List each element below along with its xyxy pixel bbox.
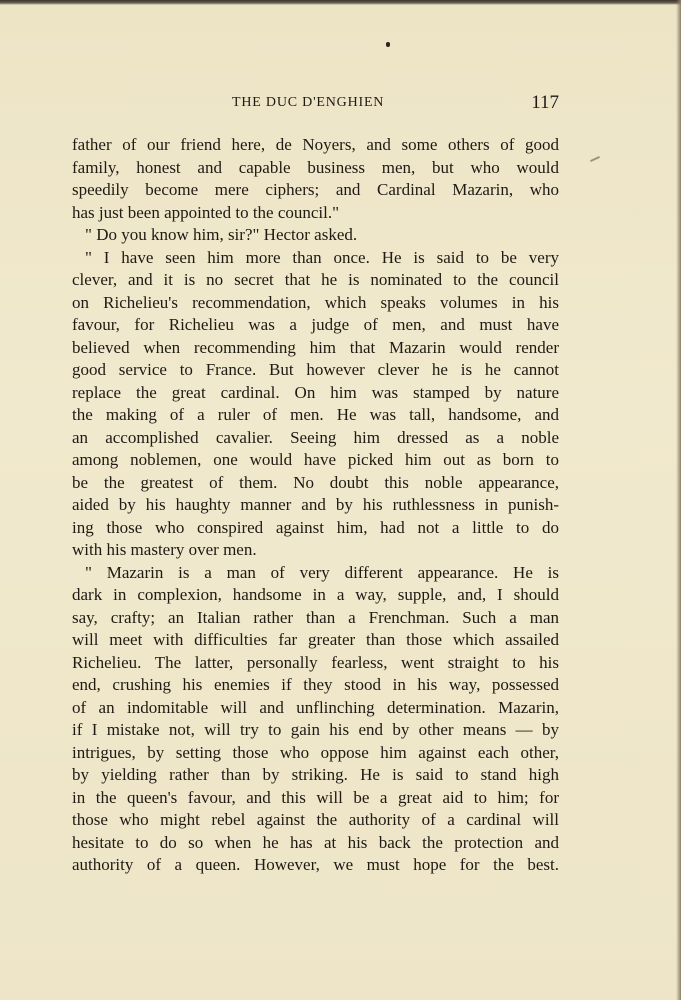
- text-line: good service to France. But however clever he is he cannot: [72, 360, 559, 379]
- text-line: dark in complexion, handsome in a way, supple, and, I should: [72, 585, 559, 604]
- text-line: favour, for Richelieu was a judge of men, and must have: [72, 315, 559, 334]
- text-line: clever, and it is no secret that he is nominated to the council: [72, 270, 559, 289]
- text-line: " I have seen him more than once. He is said to be very: [85, 247, 559, 267]
- text-line: hesitate to do so when he has at his back the protection and: [72, 832, 559, 852]
- text-line: replace the great cardinal. On him was stamped by nature: [72, 382, 559, 402]
- text-line: aided by his haughty manner and by his ruthlessness in punish-: [72, 495, 559, 514]
- text-line: ing those who conspired against him, had not a little to do: [72, 517, 559, 537]
- ink-speck: [386, 42, 390, 47]
- page-header: [72, 92, 559, 116]
- text-line: in the queen's favour, and this will be a great aid to him; for: [72, 787, 559, 807]
- text-line: be the greatest of them. No doubt this noble appearance,: [72, 472, 559, 492]
- text-line: among noblemen, one would have picked him out as born to: [72, 450, 559, 469]
- page-number: 117: [531, 92, 559, 113]
- text-line: Richelieu. The latter, personally fearless, went straight to his: [72, 652, 559, 672]
- text-line: of an indomitable will and unflinching determination. Mazarin,: [72, 697, 559, 717]
- running-head: THE DUC D'ENGHIEN: [232, 95, 385, 110]
- text-line: has just been appointed to the council.": [72, 202, 340, 222]
- text-line: will meet with difficulties far greater than those which assailed: [72, 630, 559, 649]
- page-right-edge: [676, 0, 681, 1000]
- text-line: " Mazarin is a man of very different appearance. He is: [85, 562, 559, 582]
- text-line: say, crafty; an Italian rather than a Frenchman. Such a man: [72, 607, 559, 627]
- text-line: the making of a ruler of men. He was tall, handsome, and: [72, 405, 559, 424]
- text-line: speedily become mere ciphers; and Cardinal Mazarin, who: [72, 180, 559, 199]
- text-line: end, crushing his enemies if they stood in his way, possessed: [72, 675, 559, 694]
- text-line: believed when recommending him that Mazarin would render: [72, 337, 559, 357]
- text-line: with his mastery over men.: [72, 540, 257, 559]
- text-line: if I mistake not, will try to gain his end by other means — by: [72, 720, 559, 739]
- page-top-edge: [0, 0, 681, 5]
- text-line: on Richelieu's recommendation, which speaks volumes in his: [72, 292, 559, 312]
- text-line: " Do you know him, sir?" Hector asked.: [85, 225, 358, 244]
- text-line: authority of a queen. However, we must hope for the best.: [72, 855, 559, 874]
- text-line: father of our friend here, de Noyers, and some others of good: [72, 135, 559, 154]
- margin-mark: [590, 156, 600, 162]
- text-line: by yielding rather than by striking. He is said to stand high: [72, 765, 559, 784]
- body-text: [72, 134, 559, 877]
- text-line: an accomplished cavalier. Seeing him dressed as a noble: [72, 427, 559, 447]
- text-line: intrigues, by setting those who oppose him against each other,: [72, 742, 559, 762]
- text-line: family, honest and capable business men, but who would: [72, 157, 559, 177]
- text-line: those who might rebel against the authority of a cardinal will: [72, 810, 559, 829]
